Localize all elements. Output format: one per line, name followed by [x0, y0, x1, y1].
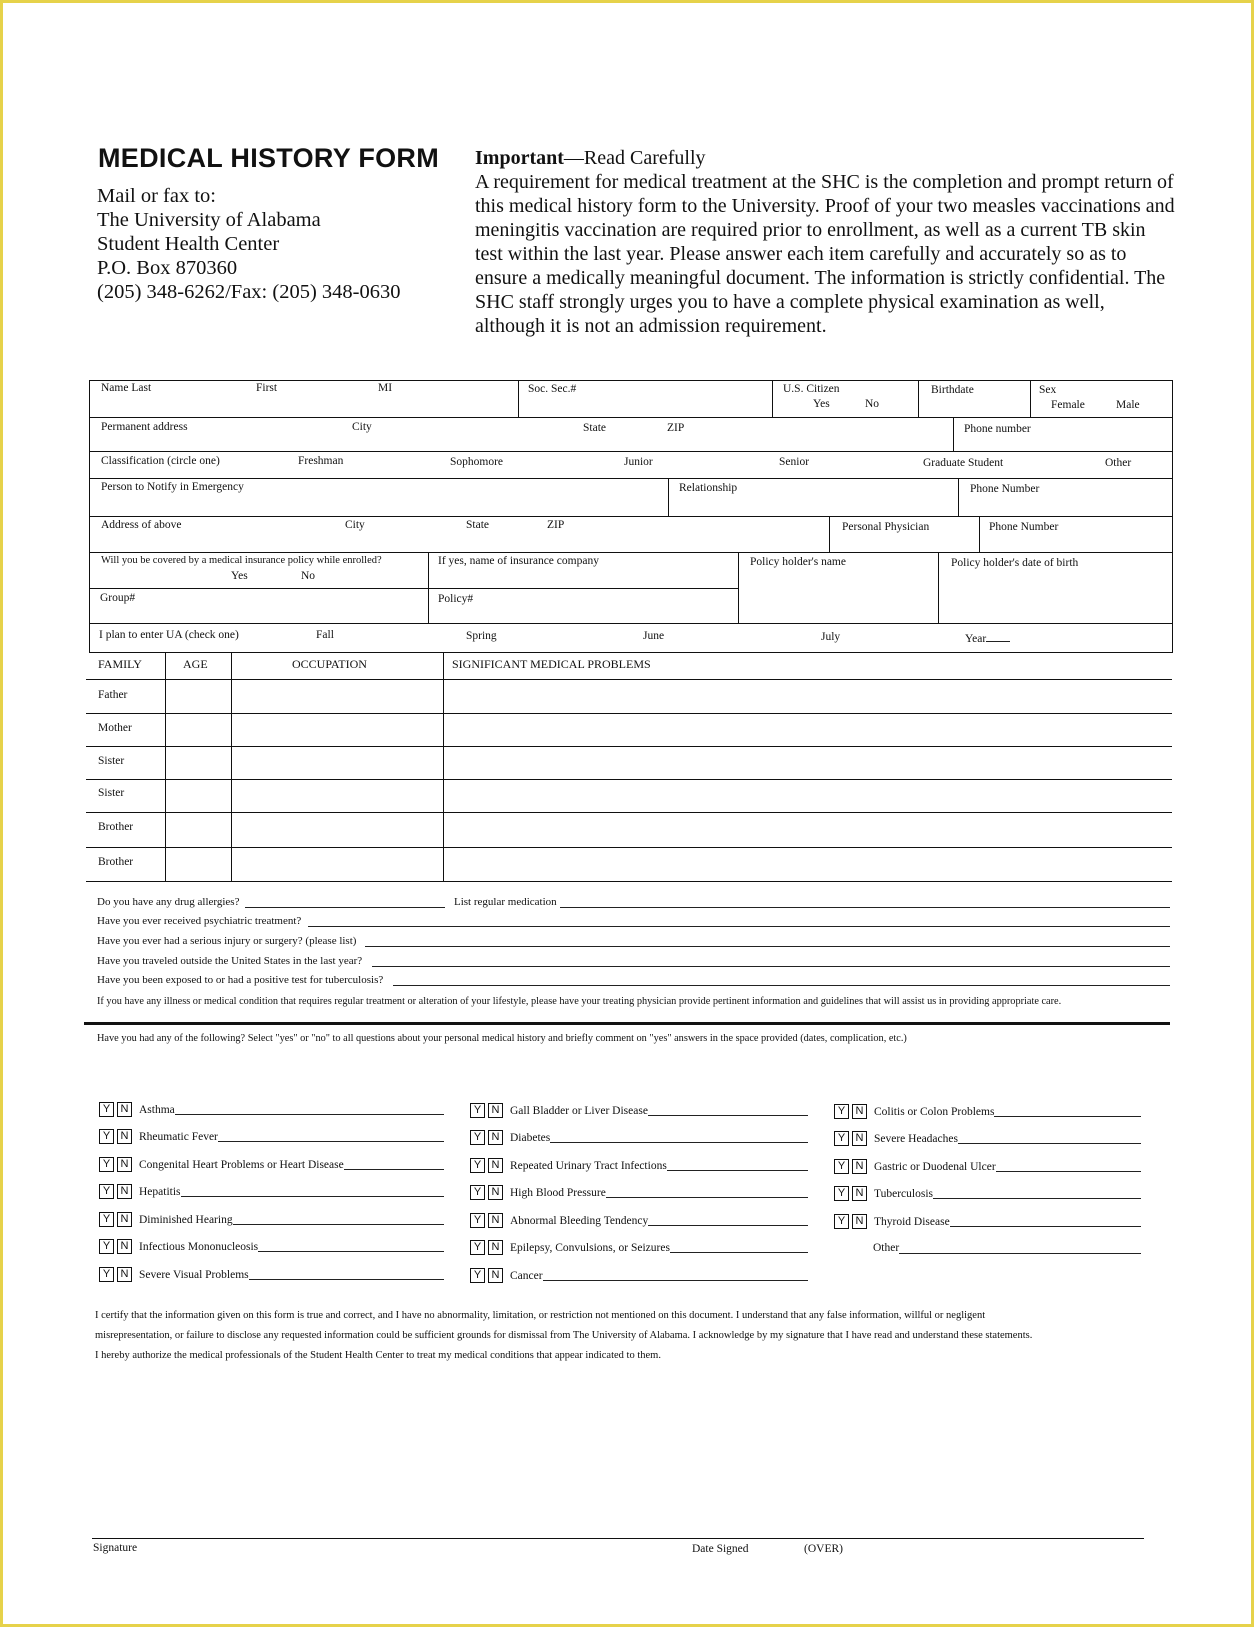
history-item-label: Diminished Hearing: [139, 1213, 233, 1226]
term-year: Year: [965, 631, 1010, 645]
insurance-no: No: [301, 570, 316, 582]
yes-checkbox[interactable]: Y: [834, 1159, 849, 1174]
history-item-hearing: [99, 1212, 444, 1227]
comment-line[interactable]: [543, 1270, 808, 1281]
yes-checkbox[interactable]: Y: [99, 1129, 114, 1144]
history-item-diabetes: [470, 1130, 808, 1145]
intro-text: [475, 146, 1175, 338]
term-fall: Fall: [316, 629, 334, 641]
history-item-ulcer: [834, 1159, 1141, 1174]
no-checkbox[interactable]: N: [117, 1184, 132, 1199]
yes-checkbox[interactable]: Y: [470, 1240, 485, 1255]
insurance-question: Will you be covered by a medical insurance policy while enrolled?: [101, 555, 382, 566]
comment-line[interactable]: [606, 1187, 808, 1198]
yes-checkbox[interactable]: Y: [834, 1186, 849, 1201]
history-item-label: Abnormal Bleeding Tendency: [510, 1214, 649, 1227]
yes-checkbox[interactable]: Y: [470, 1103, 485, 1118]
state-label: State: [583, 422, 606, 434]
term-july: July: [821, 631, 841, 643]
history-item-label: Tuberculosis: [874, 1187, 933, 1200]
address-above-label: Address of above: [101, 519, 182, 531]
no-checkbox[interactable]: N: [852, 1214, 867, 1229]
comment-line[interactable]: [648, 1215, 808, 1226]
yes-checkbox[interactable]: Y: [470, 1185, 485, 1200]
no-checkbox[interactable]: N: [488, 1103, 503, 1118]
history-item-blood-pressure: [470, 1185, 808, 1200]
comment-line[interactable]: [933, 1188, 1141, 1199]
history-item-epilepsy: [470, 1240, 808, 1255]
comment-line[interactable]: [218, 1131, 444, 1142]
history-item-thyroid: [834, 1214, 1141, 1229]
drug-allergies-question: Do you have any drug allergies?: [97, 896, 240, 908]
yes-checkbox[interactable]: Y: [834, 1104, 849, 1119]
no-checkbox[interactable]: N: [852, 1159, 867, 1174]
comment-line[interactable]: [994, 1106, 1141, 1117]
birthdate-label: Birthdate: [931, 384, 974, 396]
first-name-label: First: [256, 382, 278, 394]
us-citizen-yes: Yes: [813, 398, 830, 410]
class-graduate: Graduate Student: [923, 457, 1004, 469]
personal-physician-label: Personal Physician: [842, 521, 930, 533]
history-item-label: Thyroid Disease: [874, 1215, 950, 1228]
address-line: Student Health Center: [97, 233, 280, 255]
history-item-label: Severe Headaches: [874, 1132, 958, 1145]
history-item-gall-bladder: [470, 1103, 808, 1118]
certification-line: I certify that the information given on this form is true and correct, and I have no abnormality, limitation, or restriction not mentioned on this document. I understand that any false information, willful or negligent: [95, 1310, 986, 1321]
mail-label: Mail or fax to:: [97, 185, 216, 207]
history-item-uti: [470, 1158, 808, 1173]
no-checkbox[interactable]: N: [117, 1267, 132, 1282]
no-checkbox[interactable]: N: [117, 1239, 132, 1254]
no-checkbox[interactable]: N: [488, 1185, 503, 1200]
history-item-rheumatic-fever: [99, 1129, 444, 1144]
address-line: (205) 348-6262/Fax: (205) 348-0630: [97, 281, 401, 303]
intro-body: A requirement for medical treatment at the SHC is the completion and prompt return of this medical history form to the University. Proof of your two measles vaccinations and meningitis vaccination are required prior to enrollment, as well as a current TB skin test within the last year. Please answer each item carefully and accurately so as to ensure a medically meaningful document. The information is strictly confidential. The SHC staff strongly urges you to have a complete physical examination as well, although it is not an admission requirement.: [475, 171, 1175, 337]
comment-line[interactable]: [233, 1214, 444, 1225]
history-item-other: [873, 1242, 1141, 1254]
insurance-yes: Yes: [231, 570, 248, 582]
sex-label: Sex: [1039, 384, 1057, 396]
mailing-address: [97, 184, 400, 304]
comment-line[interactable]: [996, 1161, 1141, 1172]
history-item-headaches: [834, 1131, 1141, 1146]
perm-address-label: Permanent address: [101, 421, 188, 433]
yes-checkbox[interactable]: Y: [99, 1212, 114, 1227]
history-item-label: Gall Bladder or Liver Disease: [510, 1104, 648, 1117]
history-item-colitis: [834, 1104, 1141, 1119]
class-freshman: Freshman: [298, 455, 344, 467]
medical-problems-header: SIGNIFICANT MEDICAL PROBLEMS: [452, 657, 651, 671]
history-item-visual: [99, 1267, 444, 1282]
history-item-label: Asthma: [139, 1103, 175, 1116]
family-member-label: Brother: [98, 821, 134, 833]
yes-checkbox[interactable]: Y: [470, 1268, 485, 1283]
history-item-tuberculosis: [834, 1186, 1141, 1201]
yes-checkbox[interactable]: Y: [470, 1158, 485, 1173]
no-checkbox[interactable]: N: [852, 1131, 867, 1146]
comment-line[interactable]: [249, 1269, 444, 1280]
sex-male: Male: [1116, 399, 1140, 411]
certification-line: misrepresentation, or failure to disclose any requested information could be sufficient grounds for dismissal from The University of Alabama. I acknowledge by my signature that I have read and understand these statements.: [95, 1330, 1033, 1341]
plan-enter-label: I plan to enter UA (check one): [99, 629, 239, 641]
class-junior: Junior: [624, 456, 653, 468]
no-checkbox[interactable]: N: [117, 1212, 132, 1227]
history-item-label: Severe Visual Problems: [139, 1268, 249, 1281]
injury-line[interactable]: [365, 946, 1170, 947]
tb-line[interactable]: [393, 985, 1170, 986]
policy-label: Policy#: [438, 593, 474, 605]
family-member-label: Brother: [98, 856, 134, 868]
state-label: State: [466, 519, 489, 531]
section-divider: [84, 1022, 1170, 1025]
no-checkbox[interactable]: N: [117, 1157, 132, 1172]
psych-line[interactable]: [308, 926, 1170, 927]
history-item-label: Other: [873, 1242, 900, 1254]
injury-question: Have you ever had a serious injury or surgery? (please list): [97, 935, 357, 947]
yes-checkbox[interactable]: Y: [834, 1214, 849, 1229]
term-spring: Spring: [466, 630, 497, 642]
city-label: City: [352, 421, 372, 433]
history-item-label: Hepatitis: [139, 1185, 181, 1198]
history-item-label: Infectious Mononucleosis: [139, 1240, 259, 1253]
emergency-contact-label: Person to Notify in Emergency: [101, 481, 244, 493]
no-checkbox[interactable]: N: [488, 1158, 503, 1173]
zip-label: ZIP: [547, 519, 565, 531]
emergency-phone-label: Phone Number: [970, 483, 1040, 495]
us-citizen-label: U.S. Citizen: [783, 383, 840, 395]
comment-line[interactable]: [958, 1133, 1141, 1144]
class-other: Other: [1105, 457, 1132, 469]
zip-label: ZIP: [667, 422, 685, 434]
term-june: June: [643, 630, 665, 642]
comment-line[interactable]: [181, 1186, 444, 1197]
no-checkbox[interactable]: N: [488, 1268, 503, 1283]
history-item-heart: [99, 1157, 444, 1172]
history-item-label: Congenital Heart Problems or Heart Disease: [139, 1158, 344, 1171]
yes-checkbox[interactable]: Y: [99, 1239, 114, 1254]
yes-checkbox[interactable]: Y: [99, 1184, 114, 1199]
family-header: FAMILY: [98, 657, 142, 671]
insurance-company-label: If yes, name of insurance company: [438, 555, 599, 567]
comment-line[interactable]: [175, 1104, 444, 1115]
no-checkbox[interactable]: N: [852, 1104, 867, 1119]
group-label: Group#: [100, 592, 136, 604]
comment-line[interactable]: [344, 1159, 444, 1170]
history-item-hepatitis: [99, 1184, 444, 1199]
relationship-label: Relationship: [679, 482, 738, 494]
name-last-label: Name Last: [101, 382, 152, 394]
certification-text: [95, 1306, 1155, 1366]
comment-line[interactable]: [899, 1243, 1141, 1254]
yes-checkbox[interactable]: Y: [99, 1102, 114, 1117]
intro-heading-bold: Important: [475, 147, 564, 169]
no-checkbox[interactable]: N: [117, 1102, 132, 1117]
medication-question: List regular medication: [454, 896, 557, 908]
comment-line[interactable]: [667, 1160, 808, 1171]
address-line: The University of Alabama: [97, 209, 321, 231]
history-item-mono: [99, 1239, 444, 1254]
family-member-label: Father: [98, 689, 128, 701]
history-item-label: Cancer: [510, 1269, 543, 1282]
sex-female: Female: [1051, 399, 1085, 411]
no-checkbox[interactable]: N: [117, 1129, 132, 1144]
phone-number-label: Phone number: [964, 423, 1031, 435]
certification-line: I hereby authorize the medical professionals of the Student Health Center to treat my medical conditions that appear indicated to them.: [95, 1350, 661, 1361]
family-member-label: Sister: [98, 755, 125, 767]
comment-line[interactable]: [950, 1216, 1141, 1227]
comment-line[interactable]: [648, 1105, 808, 1116]
history-item-label: Rheumatic Fever: [139, 1130, 218, 1143]
policy-holder-dob-label: Policy holder's date of birth: [951, 557, 1079, 569]
date-signed-label: Date Signed: [692, 1543, 749, 1555]
drug-allergies-line[interactable]: [245, 907, 445, 908]
physician-phone-label: Phone Number: [989, 521, 1059, 533]
no-checkbox[interactable]: N: [488, 1240, 503, 1255]
no-checkbox[interactable]: N: [488, 1213, 503, 1228]
history-item-bleeding: [470, 1213, 808, 1228]
history-item-label: Gastric or Duodenal Ulcer: [874, 1160, 996, 1173]
classification-label: Classification (circle one): [101, 455, 220, 467]
history-item-asthma: [99, 1102, 444, 1117]
comment-line[interactable]: [258, 1241, 444, 1252]
history-item-label: Epilepsy, Convulsions, or Seizures: [510, 1241, 670, 1254]
yes-checkbox[interactable]: Y: [470, 1130, 485, 1145]
signature-label: Signature: [93, 1542, 138, 1554]
illness-note: If you have any illness or medical condition that requires regular treatment or alteration of your lifestyle, please have your treating physician provide pertinent information and guidelines that will assist us in providing appropriate care.: [97, 996, 1062, 1007]
comment-line[interactable]: [550, 1132, 808, 1143]
city-label: City: [345, 519, 365, 531]
tb-question: Have you been exposed to or had a positive test for tuberculosis?: [97, 974, 384, 986]
signature-line[interactable]: [92, 1538, 1144, 1539]
travel-question: Have you traveled outside the United States in the last year?: [97, 955, 363, 967]
yes-checkbox[interactable]: Y: [99, 1267, 114, 1282]
policy-holder-label: Policy holder's name: [750, 556, 846, 568]
over-label: (OVER): [804, 1543, 843, 1555]
no-checkbox[interactable]: N: [852, 1186, 867, 1201]
family-member-label: Mother: [98, 722, 132, 734]
history-item-label: Colitis or Colon Problems: [874, 1105, 995, 1118]
psych-question: Have you ever received psychiatric treatment?: [97, 915, 302, 927]
history-instructions: Have you had any of the following? Select "yes" or "no" to all questions about your personal medical history and briefly comment on "yes" answers in the space provided (dates, complication, etc.): [97, 1033, 907, 1044]
yes-checkbox[interactable]: Y: [834, 1131, 849, 1146]
form-title: MEDICAL HISTORY FORM: [98, 143, 440, 173]
no-checkbox[interactable]: N: [488, 1130, 503, 1145]
intro-heading-rest: —Read Carefully: [563, 147, 706, 169]
ssn-label: Soc. Sec.#: [528, 383, 577, 395]
mi-label: MI: [378, 382, 393, 394]
history-item-label: Repeated Urinary Tract Infections: [510, 1159, 667, 1172]
yes-checkbox[interactable]: Y: [99, 1157, 114, 1172]
history-item-label: High Blood Pressure: [510, 1186, 606, 1199]
class-senior: Senior: [779, 456, 810, 468]
family-member-label: Sister: [98, 787, 125, 799]
class-sophomore: Sophomore: [450, 456, 504, 468]
travel-line[interactable]: [372, 966, 1170, 967]
us-citizen-no: No: [865, 398, 880, 410]
yes-checkbox[interactable]: Y: [470, 1213, 485, 1228]
history-item-label: Diabetes: [510, 1131, 551, 1144]
occupation-header: OCCUPATION: [292, 657, 367, 671]
comment-line[interactable]: [670, 1242, 808, 1253]
address-line: P.O. Box 870360: [97, 257, 238, 279]
medication-line[interactable]: [560, 907, 1170, 908]
age-header: AGE: [183, 657, 208, 671]
history-item-cancer: [470, 1268, 808, 1283]
